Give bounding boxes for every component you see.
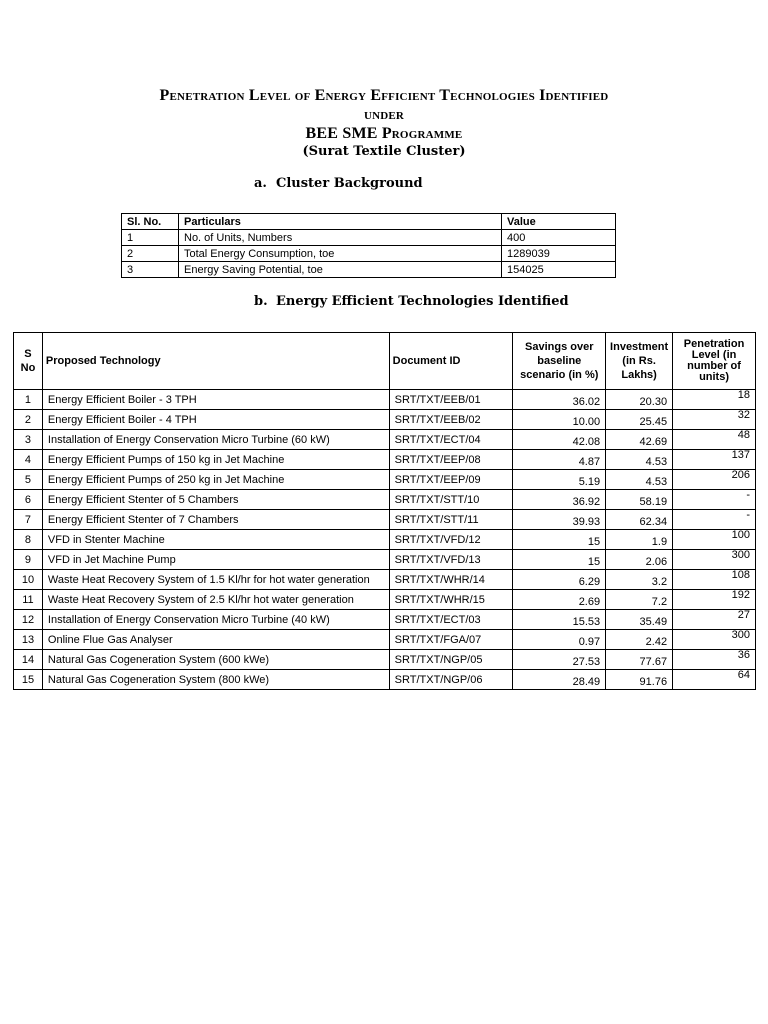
technology-cell: Installation of Energy Conservation Micro Turbine (60 kW) [42, 430, 389, 450]
savings-cell: 6.29 [513, 570, 606, 590]
technology-cell: Energy Efficient Stenter of 5 Chambers [42, 490, 389, 510]
document-id-cell: SRT/TXT/NGP/06 [389, 670, 513, 690]
document-id-cell: SRT/TXT/NGP/05 [389, 650, 513, 670]
penetration-cell: 300 [673, 550, 756, 570]
column-header-technology: Proposed Technology [42, 333, 389, 390]
table-row [14, 410, 756, 430]
cluster-background-table [121, 213, 616, 278]
sno-cell: 7 [14, 510, 43, 530]
penetration-cell: 137 [673, 450, 756, 470]
penetration-cell: 36 [673, 650, 756, 670]
document-id-cell: SRT/TXT/WHR/14 [389, 570, 513, 590]
technology-cell: Installation of Energy Conservation Micro Turbine (40 kW) [42, 610, 389, 630]
table-cell: 1 [122, 230, 179, 246]
investment-cell: 91.76 [606, 670, 673, 690]
technology-cell: Energy Efficient Pumps of 150 kg in Jet Machine [42, 450, 389, 470]
technology-cell: VFD in Stenter Machine [42, 530, 389, 550]
technology-cell: Energy Efficient Boiler - 4 TPH [42, 410, 389, 430]
investment-cell: 77.67 [606, 650, 673, 670]
technology-cell: Energy Efficient Pumps of 250 kg in Jet Machine [42, 470, 389, 490]
document-id-cell: SRT/TXT/ECT/04 [389, 430, 513, 450]
table-row [14, 530, 756, 550]
penetration-cell: - [673, 510, 756, 530]
sno-cell: 15 [14, 670, 43, 690]
document-id-cell: SRT/TXT/STT/11 [389, 510, 513, 530]
technologies-table [13, 332, 756, 690]
document-id-cell: SRT/TXT/EEP/08 [389, 450, 513, 470]
section-b-heading [254, 294, 569, 309]
document-id-cell: SRT/TXT/VFD/13 [389, 550, 513, 570]
document-id-cell: SRT/TXT/ECT/03 [389, 610, 513, 630]
table-row [14, 610, 756, 630]
sno-cell: 13 [14, 630, 43, 650]
technology-cell: Energy Efficient Boiler - 3 TPH [42, 390, 389, 410]
table-cell: Energy Saving Potential, toe [179, 262, 502, 278]
page-subtitle: (Surat Textile Cluster) [302, 144, 466, 159]
penetration-cell: 192 [673, 590, 756, 610]
table-cell: Total Energy Consumption, toe [179, 246, 502, 262]
document-id-cell: SRT/TXT/EEP/09 [389, 470, 513, 490]
investment-cell: 20.30 [606, 390, 673, 410]
table-header-row [14, 333, 756, 390]
table-cell: 1289039 [502, 246, 616, 262]
investment-cell: 2.42 [606, 630, 673, 650]
technology-cell: Waste Heat Recovery System of 1.5 Kl/hr for hot water generation [42, 570, 389, 590]
savings-cell: 39.93 [513, 510, 606, 530]
table-row [14, 670, 756, 690]
table-row [14, 390, 756, 410]
table-row [14, 490, 756, 510]
sno-cell: 11 [14, 590, 43, 610]
technology-cell: VFD in Jet Machine Pump [42, 550, 389, 570]
table-row [14, 450, 756, 470]
sno-cell: 5 [14, 470, 43, 490]
penetration-cell: 27 [673, 610, 756, 630]
investment-cell: 1.9 [606, 530, 673, 550]
table-row [14, 570, 756, 590]
table-row [122, 230, 616, 246]
table-row [14, 650, 756, 670]
page-title-line2: under [363, 106, 405, 123]
investment-cell: 4.53 [606, 470, 673, 490]
penetration-cell: 100 [673, 530, 756, 550]
table-cell: 2 [122, 246, 179, 262]
document-id-cell: SRT/TXT/WHR/15 [389, 590, 513, 610]
penetration-cell: 32 [673, 410, 756, 430]
investment-cell: 35.49 [606, 610, 673, 630]
penetration-cell: 300 [673, 630, 756, 650]
penetration-cell: 18 [673, 390, 756, 410]
penetration-cell: 108 [673, 570, 756, 590]
sno-cell: 1 [14, 390, 43, 410]
section-a-heading [254, 176, 423, 191]
section-b-number: b. [254, 294, 268, 309]
sno-cell: 8 [14, 530, 43, 550]
investment-cell: 62.34 [606, 510, 673, 530]
sno-cell: 2 [14, 410, 43, 430]
table-row [14, 430, 756, 450]
investment-cell: 3.2 [606, 570, 673, 590]
section-a-number: a. [254, 176, 267, 191]
sno-cell: 3 [14, 430, 43, 450]
savings-cell: 10.00 [513, 410, 606, 430]
table-row [14, 590, 756, 610]
investment-cell: 42.69 [606, 430, 673, 450]
section-a-title: Cluster Background [276, 176, 423, 191]
savings-cell: 42.08 [513, 430, 606, 450]
document-title-block [0, 86, 768, 161]
column-header: Particulars [179, 214, 502, 230]
table-row [14, 550, 756, 570]
savings-cell: 28.49 [513, 670, 606, 690]
table-row [14, 470, 756, 490]
table-cell: 400 [502, 230, 616, 246]
investment-cell: 4.53 [606, 450, 673, 470]
savings-cell: 15 [513, 550, 606, 570]
table-cell: No. of Units, Numbers [179, 230, 502, 246]
table-row [122, 246, 616, 262]
column-header-document-id: Document ID [389, 333, 513, 390]
technology-cell: Natural Gas Cogeneration System (600 kWe) [42, 650, 389, 670]
sno-cell: 6 [14, 490, 43, 510]
sno-cell: 14 [14, 650, 43, 670]
savings-cell: 27.53 [513, 650, 606, 670]
document-id-cell: SRT/TXT/FGA/07 [389, 630, 513, 650]
column-header-savings: Savings over baseline scenario (in %) [513, 333, 606, 390]
column-header: Value [502, 214, 616, 230]
savings-cell: 15 [513, 530, 606, 550]
sno-cell: 10 [14, 570, 43, 590]
savings-cell: 2.69 [513, 590, 606, 610]
penetration-cell: 48 [673, 430, 756, 450]
penetration-cell: 206 [673, 470, 756, 490]
savings-cell: 5.19 [513, 470, 606, 490]
investment-cell: 2.06 [606, 550, 673, 570]
savings-cell: 0.97 [513, 630, 606, 650]
sno-cell: 4 [14, 450, 43, 470]
page-title: Penetration Level of Energy Efficient Technologies Identified [159, 87, 609, 104]
technology-cell: Waste Heat Recovery System of 2.5 Kl/hr hot water generation [42, 590, 389, 610]
table-row [14, 630, 756, 650]
penetration-cell: - [673, 490, 756, 510]
investment-cell: 25.45 [606, 410, 673, 430]
table-row [14, 510, 756, 530]
sno-cell: 9 [14, 550, 43, 570]
page-title-line3: BEE SME Programme [305, 125, 463, 142]
table-cell: 3 [122, 262, 179, 278]
technology-cell: Natural Gas Cogeneration System (800 kWe) [42, 670, 389, 690]
savings-cell: 4.87 [513, 450, 606, 470]
column-header: Sl. No. [122, 214, 179, 230]
section-b-title: Energy Efficient Technologies Identified [276, 294, 569, 309]
document-id-cell: SRT/TXT/STT/10 [389, 490, 513, 510]
savings-cell: 36.92 [513, 490, 606, 510]
document-id-cell: SRT/TXT/EEB/02 [389, 410, 513, 430]
sno-cell: 12 [14, 610, 43, 630]
investment-cell: 7.2 [606, 590, 673, 610]
technology-cell: Online Flue Gas Analyser [42, 630, 389, 650]
technology-cell: Energy Efficient Stenter of 7 Chambers [42, 510, 389, 530]
table-row [122, 262, 616, 278]
table-cell: 154025 [502, 262, 616, 278]
column-header-investment: Investment (in Rs. Lakhs) [606, 333, 673, 390]
savings-cell: 36.02 [513, 390, 606, 410]
column-header-sno: S No [14, 333, 43, 390]
investment-cell: 58.19 [606, 490, 673, 510]
savings-cell: 15.53 [513, 610, 606, 630]
column-header-penetration: Penetration Level (in number of units) [673, 333, 756, 390]
document-id-cell: SRT/TXT/VFD/12 [389, 530, 513, 550]
document-id-cell: SRT/TXT/EEB/01 [389, 390, 513, 410]
table-header-row [122, 214, 616, 230]
penetration-cell: 64 [673, 670, 756, 690]
